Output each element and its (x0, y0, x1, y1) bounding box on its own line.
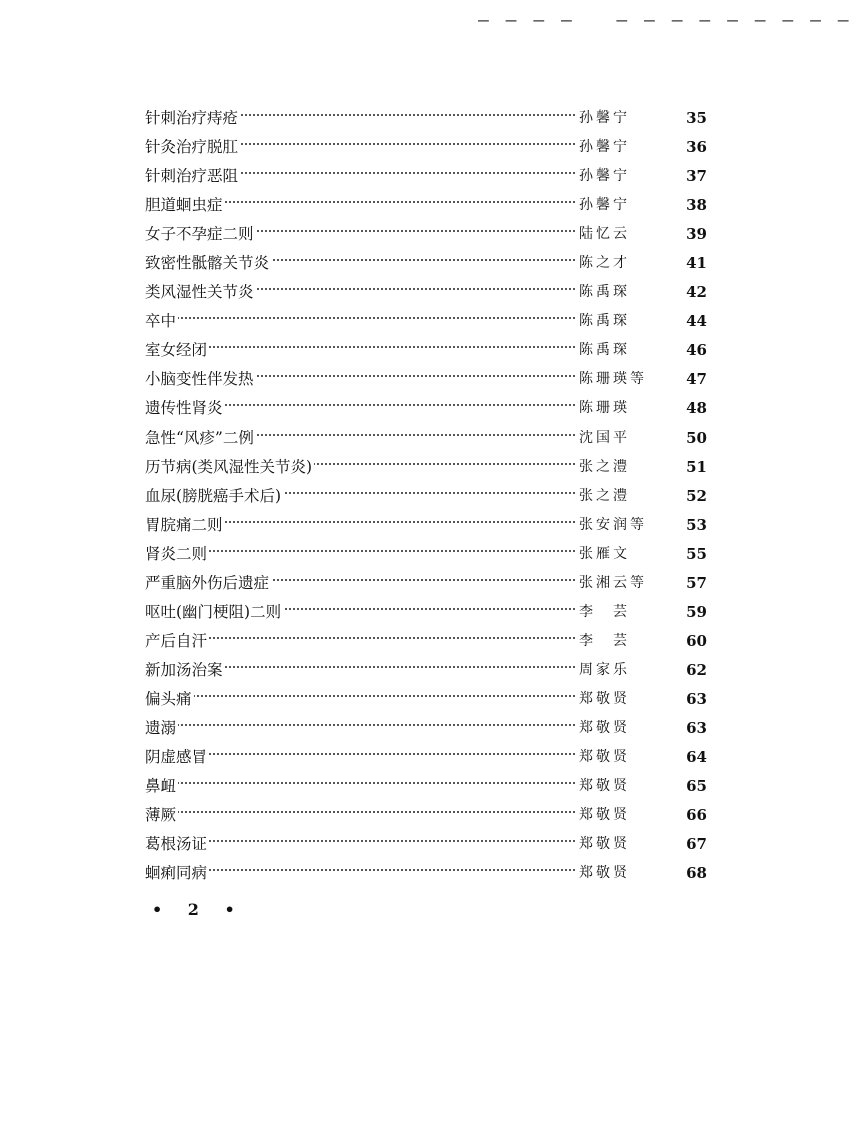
toc-entry (145, 629, 715, 658)
dot-leader (145, 840, 575, 842)
entry-title: 女子不孕症二则 (145, 222, 256, 246)
entry-author: 张之澧 (577, 455, 630, 479)
entry-title: 薄厥 (145, 803, 178, 827)
entry-author: 孙馨宁 (577, 135, 630, 159)
toc-entry (145, 222, 715, 251)
entry-author: 陈禹琛 (577, 338, 630, 362)
entry-title: 肾炎二则 (145, 542, 209, 566)
entry-page: 51 (686, 457, 707, 476)
entry-page: 35 (686, 109, 707, 127)
entry-author: 陈之才 (577, 251, 630, 275)
entry-page: 55 (686, 544, 707, 563)
entry-author: 郑敬贤 (577, 803, 630, 827)
toc-entry (145, 600, 715, 629)
toc-entry (145, 106, 715, 135)
entry-page: 64 (686, 748, 707, 767)
entry-title: 严重脑外伤后遗症 (145, 571, 271, 595)
entry-page: 65 (686, 777, 707, 796)
toc-entry (145, 658, 715, 687)
entry-title: 胃脘痛二则 (145, 513, 225, 537)
entry-page: 53 (686, 515, 707, 534)
entry-page: 47 (686, 370, 707, 389)
entry-author: 郑敬贤 (577, 716, 630, 740)
toc-entry (145, 309, 715, 338)
entry-page: 60 (686, 631, 707, 650)
entry-page: 42 (686, 283, 707, 302)
dot-leader (145, 695, 575, 697)
entry-page: 50 (686, 428, 707, 447)
entry-title: 类风湿性关节炎 (145, 280, 256, 304)
toc-entry (145, 251, 715, 280)
entry-title: 遗溺 (145, 716, 178, 740)
dot-leader (145, 724, 575, 726)
entry-title: 室女经闭 (145, 338, 209, 362)
toc-entry (145, 396, 715, 425)
entry-page: 48 (686, 399, 707, 418)
entry-author: 孙馨宁 (577, 106, 630, 130)
entry-page: 38 (686, 196, 707, 215)
entry-page: 41 (686, 254, 707, 273)
entry-author: 孙馨宁 (577, 164, 630, 188)
entry-author: 郑敬贤 (577, 861, 630, 885)
dot-leader (145, 782, 575, 784)
toc-entry (145, 513, 715, 542)
entry-title: 胆道蛔虫症 (145, 193, 225, 217)
entry-page: 57 (686, 573, 707, 592)
entry-page: 39 (686, 225, 707, 244)
entry-page: 37 (686, 167, 707, 186)
entry-title: 蛔痢同病 (145, 861, 209, 885)
entry-page: 63 (686, 718, 707, 737)
toc-entry (145, 484, 715, 513)
toc-entry (145, 803, 715, 832)
entry-author: 陆忆云 (577, 222, 630, 246)
entry-author: 陈珊瑛 (577, 396, 630, 420)
entry-title: 阴虚感冒 (145, 745, 209, 769)
entry-author: 张安润等 (577, 513, 647, 537)
entry-title: 小脑变性伴发热 (145, 367, 256, 391)
dot-leader (145, 753, 575, 755)
entry-author: 张雁文 (577, 542, 630, 566)
toc-entry (145, 426, 715, 455)
entry-page: 44 (686, 312, 707, 331)
entry-title: 葛根汤证 (145, 832, 209, 856)
entry-author: 郑敬贤 (577, 832, 630, 856)
entry-author: 李 芸 (577, 629, 630, 653)
dot-leader (145, 869, 575, 871)
toc-entry (145, 716, 715, 745)
page-number: • 2 • (152, 900, 245, 919)
toc-entry (145, 338, 715, 367)
entry-title: 产后自汗 (145, 629, 209, 653)
toc-entry (145, 571, 715, 600)
toc-entry (145, 367, 715, 396)
entry-title: 急性“风疹”二例 (145, 426, 256, 450)
toc-entry (145, 542, 715, 571)
entry-author: 沈国平 (577, 426, 630, 450)
dot-leader (145, 346, 575, 348)
entry-page: 66 (686, 806, 707, 825)
dot-leader (145, 637, 575, 639)
entry-author: 张之澧 (577, 484, 630, 508)
entry-title: 呕吐(幽门梗阻)二则 (145, 600, 283, 624)
entry-title: 新加汤治案 (145, 658, 225, 682)
dot-leader (145, 317, 575, 319)
toc-entry (145, 861, 715, 890)
header-rule: – – – – – – – – – – – – – (478, 10, 852, 31)
entry-title: 历节病(类风湿性关节炎) (145, 455, 314, 479)
entry-page: 62 (686, 660, 707, 679)
entry-page: 52 (686, 486, 707, 505)
entry-author: 郑敬贤 (577, 687, 630, 711)
dot-leader (145, 811, 575, 813)
entry-title: 针灸治疗脱肛 (145, 135, 240, 159)
dot-leader (145, 550, 575, 552)
toc-entry (145, 774, 715, 803)
entry-page: 63 (686, 689, 707, 708)
toc-entry (145, 455, 715, 484)
toc-entry (145, 164, 715, 193)
toc-entry (145, 832, 715, 861)
entry-author: 陈珊瑛等 (577, 367, 647, 391)
entry-author: 陈禹琛 (577, 309, 630, 333)
entry-page: 36 (686, 138, 707, 157)
table-of-contents (145, 106, 715, 890)
entry-author: 郑敬贤 (577, 745, 630, 769)
entry-author: 孙馨宁 (577, 193, 630, 217)
entry-author: 李 芸 (577, 600, 630, 624)
entry-title: 鼻衄 (145, 774, 178, 798)
entry-page: 67 (686, 835, 707, 854)
entry-author: 张湘云等 (577, 571, 647, 595)
entry-title: 针刺治疗恶阻 (145, 164, 240, 188)
entry-page: 46 (686, 341, 707, 360)
entry-page: 59 (686, 602, 707, 621)
toc-entry (145, 193, 715, 222)
entry-author: 陈禹琛 (577, 280, 630, 304)
entry-page: 68 (686, 864, 707, 883)
entry-title: 卒中 (145, 309, 178, 333)
entry-title: 遗传性肾炎 (145, 396, 225, 420)
entry-author: 郑敬贤 (577, 774, 630, 798)
entry-title: 针刺治疗痔疮 (145, 106, 240, 130)
toc-entry (145, 135, 715, 164)
entry-title: 致密性骶髂关节炎 (145, 251, 271, 275)
toc-entry (145, 687, 715, 716)
toc-entry (145, 745, 715, 774)
entry-title: 血尿(膀胱癌手术后) (145, 484, 283, 508)
entry-title: 偏头痛 (145, 687, 194, 711)
toc-entry (145, 280, 715, 309)
entry-author: 周家乐 (577, 658, 630, 682)
